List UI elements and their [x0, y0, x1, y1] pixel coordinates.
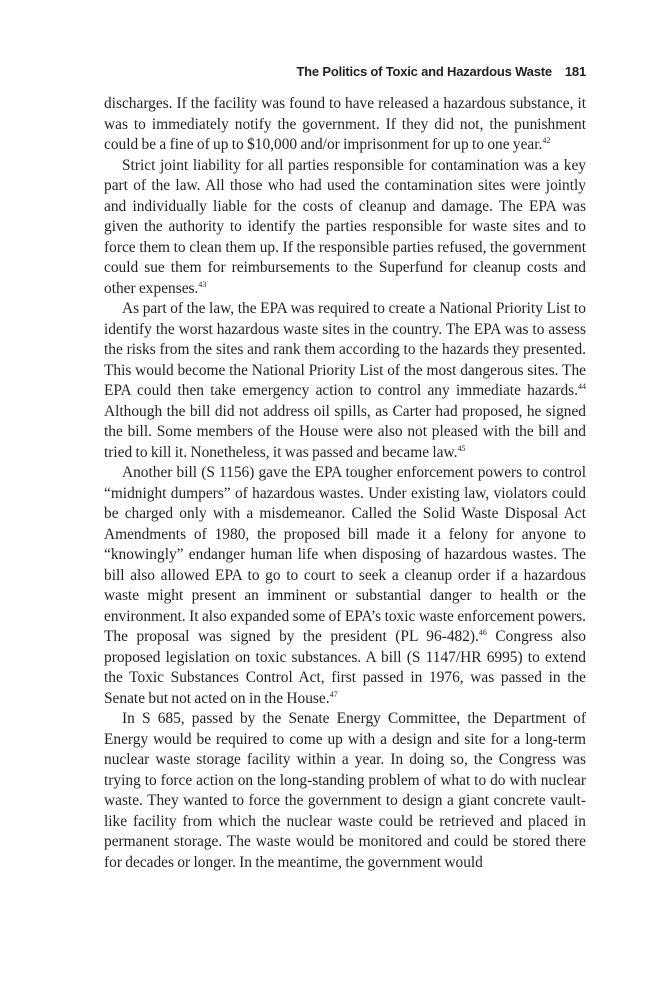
- footnote-ref: 44: [578, 382, 586, 391]
- running-header: [104, 64, 586, 79]
- footnote-ref: 43: [198, 279, 207, 289]
- paragraph: [104, 94, 586, 156]
- footnote-ref: 42: [542, 136, 551, 145]
- footnote-ref: 47: [329, 689, 338, 699]
- paragraph: [104, 709, 586, 873]
- page-number: 181: [564, 64, 586, 79]
- paragraph-text: discharges. If the facility was found to have released a hazardous substance, it was to immediately notify the government. If they did not, the punishment could be a fine of up to $10,000 and/or imprisonment for up to one year.: [104, 95, 586, 153]
- chapter-title: The Politics of Toxic and Hazardous Waste: [296, 64, 552, 79]
- paragraph: [104, 463, 586, 709]
- footnote-ref: 45: [457, 443, 466, 453]
- paragraph-text: Although the bill did not address oil spills, as Carter had proposed, he signed the bill. Some members of the House were also not pleased with the bill and tried to kill it. Nonetheless, it was passed and became law.: [104, 402, 586, 461]
- footnote-ref: 46: [478, 628, 487, 637]
- paragraph-text: As part of the law, the EPA was required to create a National Priority List to identify the worst hazardous waste sites in the country. The EPA was to assess the risks from the sites and rank them according to the hazards they presented. This would become the National Priority List of the most dangerous sites. The EPA could then take emergency action to control any immediate hazards.: [104, 300, 586, 399]
- paragraph-text: Another bill (S 1156) gave the EPA tougher enforcement powers to control “midnight dumpers” of hazardous wastes. Under existing law, violators could be charged only with a misdemeanor. Called the Solid Waste Disposal Act Amendments of 1980, the proposed bill made it a felony for anyone to “knowingly” endanger human life when disposing of hazardous wastes. The bill also allowed EPA to go to court to seek a cleanup order if a hazardous waste might present an imminent or substantial danger to health or the environment. It also expanded some of EPA’s toxic waste enforcement powers. The proposal was signed by the president (PL 96-482).: [104, 464, 586, 645]
- paragraph: [104, 299, 586, 463]
- paragraph-text: Strict joint liability for all parties responsible for contamination was a key part of the law. All those who had used the contamination sites were jointly and individually liable for the costs of cleanup and damage. The EPA was given the authority to identify the parties responsible for waste sites and to force them to clean them up. If the responsible parties refused, the government could sue them for reimbursements to the Superfund for cleanup costs and other expenses.: [104, 156, 586, 297]
- paragraph-text: Congress also proposed legislation on toxic substances. A bill (S 1147/HR 6995) to extend the Toxic Substances Control Act, first passed in 1976, was passed in the Senate but not acted on in the House.: [104, 628, 587, 707]
- paragraph-text: In S 685, passed by the Senate Energy Committee, the Department of Energy would be required to come up with a design and site for a long-term nuclear waste storage facility within a year. In doing so, the Congress was trying to force action on the long-standing problem of what to do with nuclear waste. They wanted to force the government to design a giant concrete vault-like facility from which the nuclear waste could be retrieved and placed in permanent storage. The waste would be monitored and could be stored there for decades or longer. In the meantime, the government would: [104, 710, 586, 871]
- paragraph: [104, 156, 586, 300]
- body-text: [104, 94, 586, 873]
